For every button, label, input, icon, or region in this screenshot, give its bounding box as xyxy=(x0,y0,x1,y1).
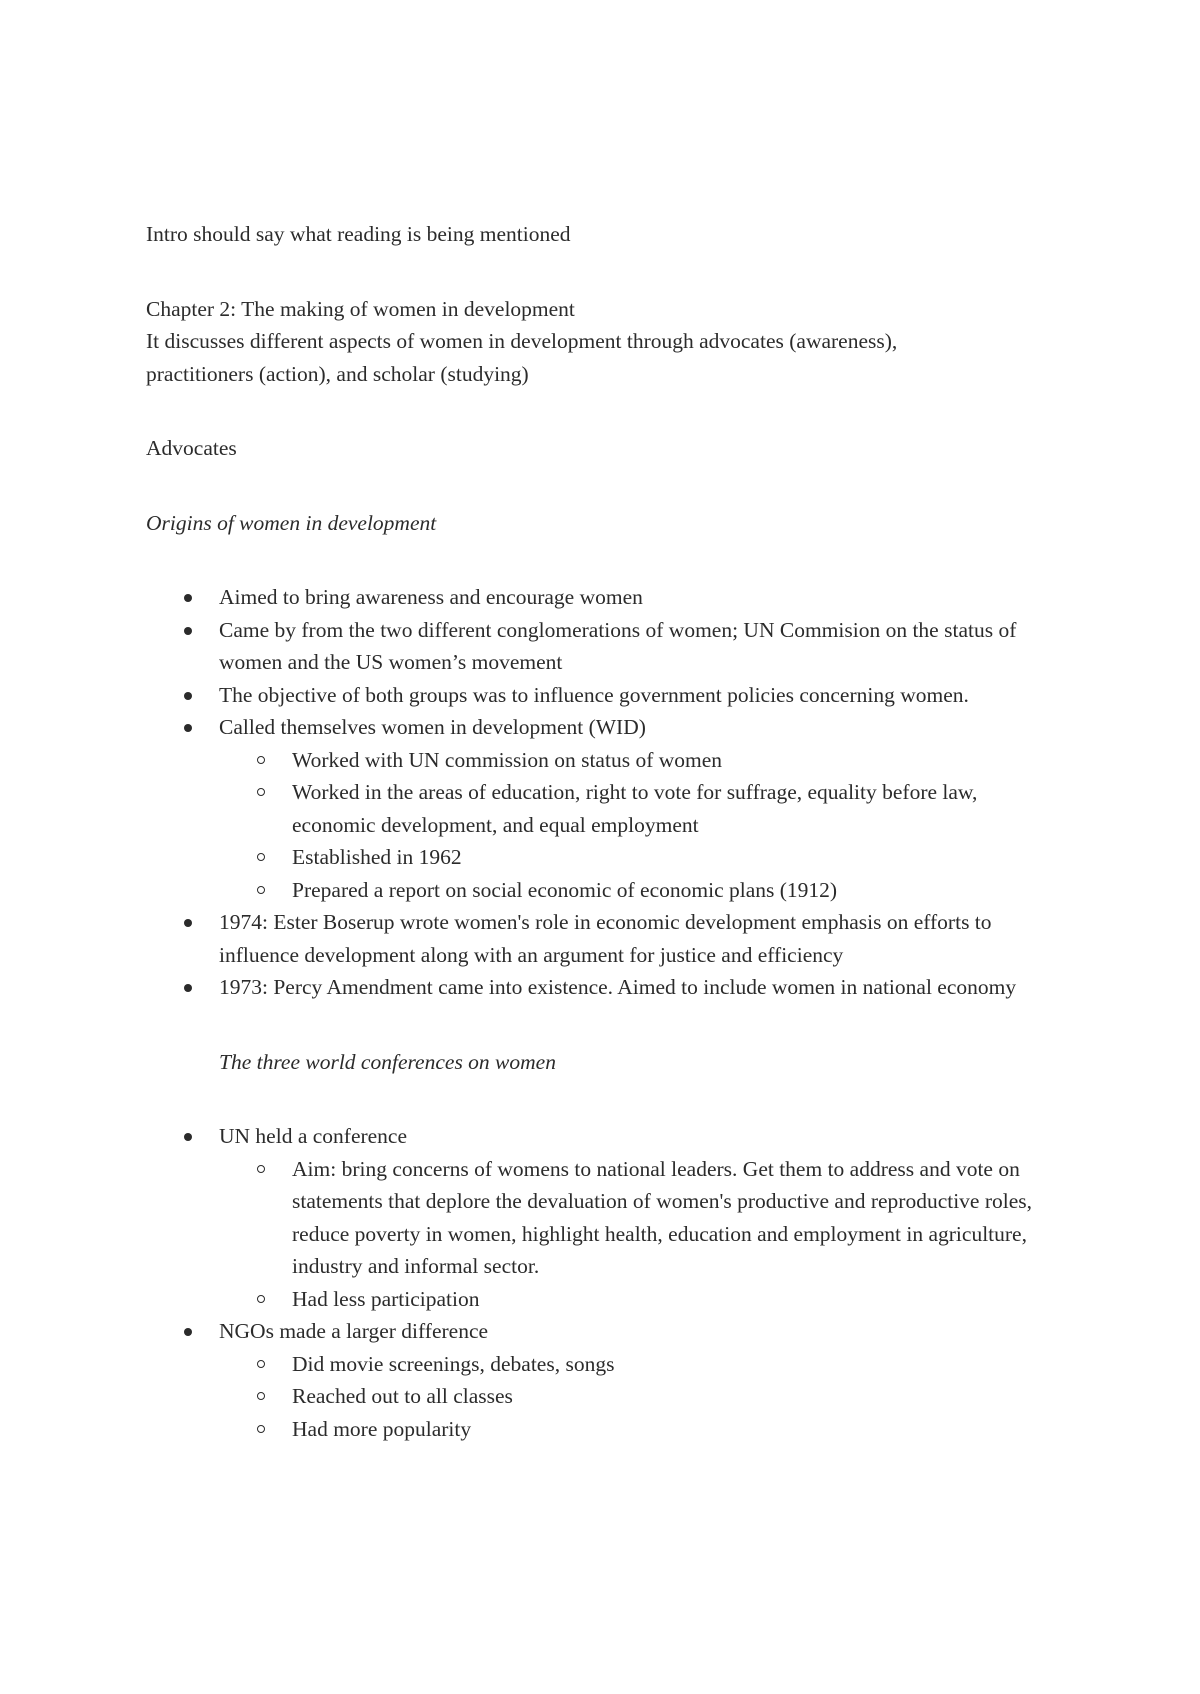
bullet-icon xyxy=(184,919,192,927)
bullet-icon xyxy=(184,692,192,700)
bullet-icon xyxy=(184,984,192,992)
bullet-icon xyxy=(184,1328,192,1336)
sub-list-item-text: Aim: bring concerns of womens to national leaders. Get them to address and vote on statements that deplore the devaluation of women's productive and reproductive roles, reduce poverty in women, highlight health, education and employment in agriculture, industry and informal sector. xyxy=(292,1156,1033,1278)
list-item-text: Aimed to bring awareness and encourage women xyxy=(219,585,643,609)
list-item xyxy=(219,711,1046,906)
advocates-heading: Advocates xyxy=(146,436,237,460)
list-item-text: 1974: Ester Boserup wrote women's role in economic development emphasis on efforts to influence development along with an argument for justice and efficiency xyxy=(219,910,992,967)
conferences-heading: The three world conferences on women xyxy=(219,1049,556,1074)
sub-list-item xyxy=(292,841,1046,874)
sub-list-item xyxy=(292,874,1046,907)
chapter-title: Chapter 2: The making of women in development xyxy=(146,296,575,321)
list-item xyxy=(219,1120,1046,1315)
sub-list xyxy=(219,744,1046,907)
list-item-text: NGOs made a larger difference xyxy=(219,1319,489,1343)
sub-list-item-text: Had less participation xyxy=(292,1286,480,1311)
list-item xyxy=(219,679,1046,712)
list-item xyxy=(219,614,1046,679)
hollow-bullet-icon xyxy=(257,788,265,796)
sub-list-item xyxy=(292,776,1046,841)
list-item xyxy=(219,906,1046,971)
hollow-bullet-icon xyxy=(257,1425,265,1433)
list-item xyxy=(219,581,1046,614)
origins-list xyxy=(146,581,1046,1004)
list-item-text: Came by from the two different conglomerations of women; UN Commision on the status of women and the US women’s movement xyxy=(219,617,1017,674)
list-item-text: The objective of both groups was to influence government policies concerning women. xyxy=(219,682,969,707)
sub-list-item xyxy=(292,744,1046,777)
bullet-icon xyxy=(184,594,192,602)
chapter-section xyxy=(146,293,1046,391)
sub-list-item xyxy=(292,1153,1046,1283)
sub-list-item xyxy=(292,1380,1046,1413)
sub-list-item xyxy=(292,1348,1046,1381)
bullet-icon xyxy=(184,627,192,635)
hollow-bullet-icon xyxy=(257,853,265,861)
sub-list-item-text: Worked with UN commission on status of women xyxy=(292,747,723,772)
sub-list xyxy=(219,1348,1046,1446)
bullet-icon xyxy=(184,1133,192,1141)
conferences-list xyxy=(146,1120,1046,1445)
hollow-bullet-icon xyxy=(257,1165,265,1173)
list-item-text: 1973: Percy Amendment came into existence. Aimed to include women in national economy xyxy=(219,975,1017,999)
sub-list-item-text: Worked in the areas of education, right to vote for suffrage, equality before law, economic development, and equal employment xyxy=(292,780,978,837)
hollow-bullet-icon xyxy=(257,1295,265,1303)
intro-text: Intro should say what reading is being mentioned xyxy=(146,222,571,246)
sub-list-item-text: Prepared a report on social economic of economic plans (1912) xyxy=(292,877,838,902)
list-item xyxy=(219,1315,1046,1445)
sub-list xyxy=(219,1153,1046,1316)
hollow-bullet-icon xyxy=(257,756,265,764)
sub-list-item xyxy=(292,1283,1046,1316)
chapter-description-line-1: It discusses different aspects of women in development through advocates (awareness), xyxy=(146,329,898,353)
hollow-bullet-icon xyxy=(257,1392,265,1400)
hollow-bullet-icon xyxy=(257,886,265,894)
document-page xyxy=(146,218,1046,1445)
sub-list-item-text: Established in 1962 xyxy=(292,845,462,869)
chapter-description-line-2: practitioners (action), and scholar (studying) xyxy=(146,361,529,386)
list-item-text: UN held a conference xyxy=(219,1124,408,1148)
bullet-icon xyxy=(184,724,192,732)
list-item xyxy=(219,971,1046,1004)
sub-list-item xyxy=(292,1413,1046,1446)
origins-heading: Origins of women in development xyxy=(146,510,437,535)
sub-list-item-text: Did movie screenings, debates, songs xyxy=(292,1351,615,1376)
sub-list-item-text: Had more popularity xyxy=(292,1416,472,1441)
hollow-bullet-icon xyxy=(257,1360,265,1368)
sub-list-item-text: Reached out to all classes xyxy=(292,1384,513,1408)
list-item-text: Called themselves women in development (WID) xyxy=(219,715,646,739)
